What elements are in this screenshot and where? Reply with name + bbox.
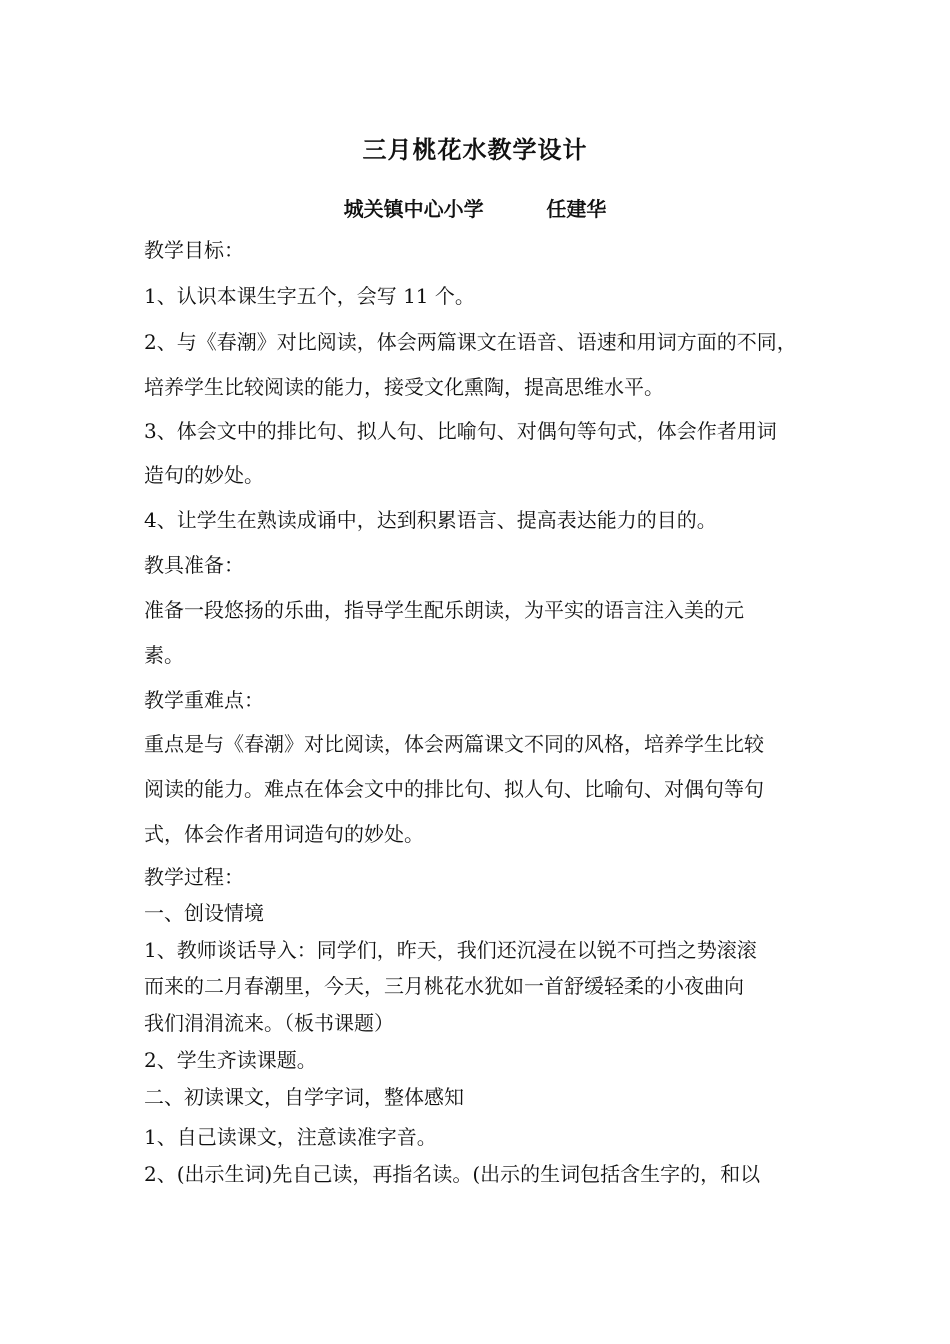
text-line: 1、教师谈话导入：同学们，昨天，我们还沉浸在以锐不可挡之势滚滚 [144, 938, 757, 962]
text-line: 2、与《春潮》对比阅读，体会两篇课文在语音、语速和用词方面的不同， [144, 330, 797, 354]
heading-process: 教学过程： [144, 865, 244, 889]
text-line: 准备一段悠扬的乐曲，指导学生配乐朗读，为平实的语言注入美的元 [144, 598, 744, 622]
section-heading: 二、初读课文，自学字词，整体感知 [144, 1085, 464, 1109]
document-title: 三月桃花水教学设计 [362, 136, 588, 164]
text-line: 2、(出示生词)先自己读，再指名读。(出示的生词包括含生字的，和以 [144, 1162, 761, 1186]
text-line: 式，体会作者用词造句的妙处。 [144, 822, 424, 846]
text-line: 1、自己读课文，注意读准字音。 [144, 1125, 437, 1149]
text-line: 阅读的能力。难点在体会文中的排比句、拟人句、比喻句、对偶句等句 [144, 777, 764, 801]
heading-materials: 教具准备： [144, 553, 244, 577]
author-name: 任建华 [546, 197, 607, 221]
text-line: 2、学生齐读课题。 [144, 1048, 317, 1072]
text-line: 1、认识本课生字五个，会写 11 个。 [144, 284, 475, 308]
text-line: 素。 [144, 643, 184, 667]
document-subtitle [0, 194, 950, 224]
school-name: 城关镇中心小学 [343, 197, 484, 221]
section-heading: 一、创设情境 [144, 901, 264, 925]
text-line: 重点是与《春潮》对比阅读，体会两篇课文不同的风格，培养学生比较 [144, 732, 764, 756]
heading-key-points: 教学重难点： [144, 688, 264, 712]
heading-objectives: 教学目标： [144, 238, 244, 262]
text-line: 培养学生比较阅读的能力，接受文化熏陶，提高思维水平。 [144, 375, 664, 399]
text-line: 3、体会文中的排比句、拟人句、比喻句、对偶句等句式，体会作者用词 [144, 419, 777, 443]
text-line: 我们涓涓流来。（板书课题） [144, 1011, 394, 1035]
text-line: 而来的二月春潮里，今天，三月桃花水犹如一首舒缓轻柔的小夜曲向 [144, 974, 744, 998]
text-line: 4、让学生在熟读成诵中，达到积累语言、提高表达能力的目的。 [144, 508, 717, 532]
text-line: 造句的妙处。 [144, 463, 264, 487]
